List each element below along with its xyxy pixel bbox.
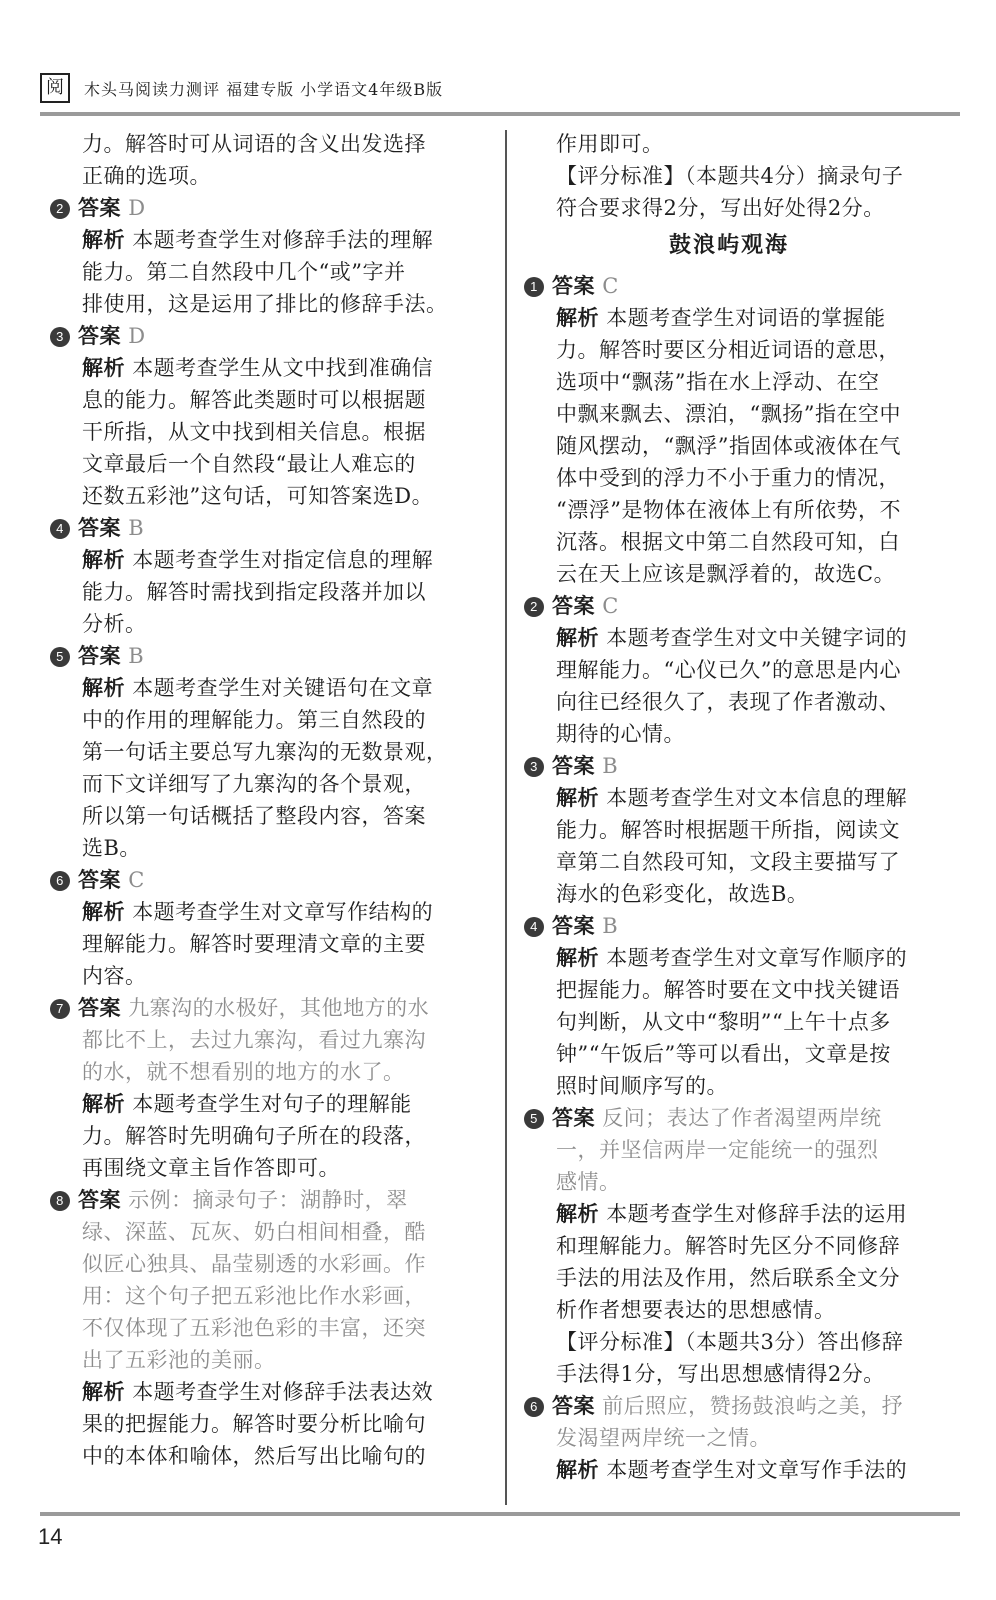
analysis-text: 本题考查学生对关键语句在文章 [132, 676, 434, 700]
answer-label: 答案 [552, 273, 595, 298]
analysis-label: 解析 [82, 355, 125, 380]
text-line: 中的本体和喻体，然后写出比喻句的 [82, 1444, 426, 1468]
book-logo-icon: 阅 [40, 73, 70, 103]
column-divider [505, 130, 507, 1505]
text-line: 章第二自然段可知，文段主要描写了 [556, 850, 900, 874]
text-line: “漂浮”是物体在液体上有所依势，不 [556, 498, 901, 522]
analysis-line [524, 622, 934, 654]
answer-label: 答案 [552, 593, 595, 618]
answer-item-6 [524, 1390, 934, 1422]
analysis-line [524, 942, 934, 974]
analysis-label: 解析 [82, 547, 125, 572]
analysis-line [50, 672, 460, 704]
answer-text-line: 都比不上，去过九寨沟，看过九寨沟 [82, 1028, 426, 1052]
answer-value: C [602, 594, 619, 618]
answer-item-7 [50, 992, 460, 1024]
answer-text-line: 发渴望两岸统一之情。 [556, 1426, 771, 1450]
header-rule [40, 112, 960, 116]
text-line: 中飘来飘去、漂泊，“飘扬”指在空中 [556, 402, 901, 426]
analysis-text: 本题考查学生对指定信息的理解 [132, 548, 434, 572]
answer-label: 答案 [78, 643, 121, 668]
analysis-text: 本题考查学生对文章写作手法的 [606, 1458, 908, 1482]
answer-item-3 [524, 750, 934, 782]
answer-label: 答案 [78, 995, 121, 1020]
scoring-standard: 【评分标准】（本题共3分）答出修辞 [556, 1330, 904, 1354]
text-line: 和理解能力。解答时先区分不同修辞 [556, 1234, 900, 1258]
text-line: 第一句话主要总写九寨沟的无数景观， [82, 740, 448, 764]
header-title: 木头马阅读力测评 福建专版 小学语文4年级B版 [84, 79, 444, 99]
text-line: 排使用，这是运用了排比的修辞手法。 [82, 292, 448, 316]
analysis-line [524, 1454, 934, 1486]
text-line: 分析。 [82, 612, 147, 636]
analysis-label: 解析 [82, 675, 125, 700]
text-line: 作用即可。 [556, 132, 664, 156]
question-number: 3 [524, 757, 544, 777]
analysis-line [50, 224, 460, 256]
text-line: 能力。第二自然段中几个“或”字并 [82, 260, 406, 284]
text-line: 手法得1分，写出思想感情得2分。 [556, 1362, 885, 1386]
answer-label: 答案 [78, 867, 121, 892]
text-line: 体中受到的浮力不小于重力的情况， [556, 466, 900, 490]
analysis-label: 解析 [556, 305, 599, 330]
analysis-text: 本题考查学生对句子的理解能 [132, 1092, 412, 1116]
text-line: 符合要求得2分，写出好处得2分。 [556, 196, 885, 220]
text-line: 云在天上应该是飘浮着的，故选C。 [556, 562, 896, 586]
analysis-label: 解析 [82, 1379, 125, 1404]
question-number: 3 [50, 327, 70, 347]
analysis-label: 解析 [82, 1091, 125, 1116]
analysis-text: 本题考查学生对文章写作结构的 [132, 900, 434, 924]
answer-label: 答案 [78, 515, 121, 540]
answer-value: C [128, 868, 145, 892]
text-line: 海水的色彩变化，故选B。 [556, 882, 809, 906]
text-line: 能力。解答时需找到指定段落并加以 [82, 580, 426, 604]
answer-text-line: 一，并坚信两岸一定能统一的强烈 [556, 1138, 879, 1162]
analysis-text: 本题考查学生对修辞手法的理解 [132, 228, 434, 252]
question-number: 4 [50, 519, 70, 539]
analysis-text: 本题考查学生对文本信息的理解 [606, 786, 908, 810]
analysis-line [524, 1198, 934, 1230]
answer-item-6 [50, 864, 460, 896]
text-line: 理解能力。“心仪已久”的意思是内心 [556, 658, 901, 682]
question-number: 2 [50, 199, 70, 219]
answer-item-1 [524, 270, 934, 302]
analysis-text: 本题考查学生对词语的掌握能 [606, 306, 886, 330]
page-number: 14 [38, 1524, 63, 1549]
text-line: 理解能力。解答时要理清文章的主要 [82, 932, 426, 956]
analysis-text: 本题考查学生对文章写作顺序的 [606, 946, 908, 970]
right-column [524, 128, 934, 1486]
answer-text-line: 不仅体现了五彩池色彩的丰富，还突 [82, 1316, 426, 1340]
text-line: 照时间顺序写的。 [556, 1074, 728, 1098]
analysis-label: 解析 [556, 1457, 599, 1482]
text-line: 析作者想要表达的思想感情。 [556, 1298, 836, 1322]
analysis-line [50, 896, 460, 928]
analysis-line [524, 302, 934, 334]
text-line: 向往已经很久了，表现了作者激动、 [556, 690, 900, 714]
text-line: 内容。 [82, 964, 147, 988]
question-number: 4 [524, 917, 544, 937]
analysis-label: 解析 [82, 227, 125, 252]
text-line: 文章最后一个自然段“最让人难忘的 [82, 452, 416, 476]
text-line: 选项中“飘荡”指在水上浮动、在空 [556, 370, 880, 394]
answer-item-5 [50, 640, 460, 672]
question-number: 2 [524, 597, 544, 617]
text-line: 手法的用法及作用，然后联系全文分 [556, 1266, 900, 1290]
analysis-line [50, 1088, 460, 1120]
left-column [50, 128, 460, 1472]
answer-item-5 [524, 1102, 934, 1134]
analysis-label: 解析 [556, 625, 599, 650]
text-line: 再围绕文章主旨作答即可。 [82, 1156, 340, 1180]
text-line: 果的把握能力。解答时要分析比喻句 [82, 1412, 426, 1436]
answer-item-2 [524, 590, 934, 622]
answer-value: B [128, 644, 145, 668]
analysis-label: 解析 [556, 945, 599, 970]
analysis-text: 本题考查学生对修辞手法表达效 [132, 1380, 434, 1404]
analysis-line [50, 544, 460, 576]
answer-value: B [602, 754, 619, 778]
text-line: 息的能力。解答此类题时可以根据题 [82, 388, 426, 412]
analysis-line [50, 352, 460, 384]
text-line: 还数五彩池”这句话，可知答案选D。 [82, 484, 434, 508]
answer-item-4 [50, 512, 460, 544]
question-number: 8 [50, 1191, 70, 1211]
question-number: 5 [50, 647, 70, 667]
answer-value: D [128, 196, 146, 220]
text-line: 正确的选项。 [82, 164, 211, 188]
answer-label: 答案 [78, 323, 121, 348]
answer-value: B [602, 914, 619, 938]
text-line: 选B。 [82, 836, 141, 860]
analysis-text: 本题考查学生对文中关键字词的 [606, 626, 908, 650]
text-line: 期待的心情。 [556, 722, 685, 746]
text-line: 所以第一句话概括了整段内容，答案 [82, 804, 426, 828]
analysis-line [50, 1376, 460, 1408]
answer-item-3 [50, 320, 460, 352]
analysis-label: 解析 [556, 1201, 599, 1226]
text-line: 中的作用的理解能力。第三自然段的 [82, 708, 426, 732]
answer-label: 答案 [78, 1187, 121, 1212]
answer-value: 九寨沟的水极好，其他地方的水 [128, 996, 430, 1020]
question-number: 5 [524, 1109, 544, 1129]
answer-item-8 [50, 1184, 460, 1216]
analysis-text: 本题考查学生对修辞手法的运用 [606, 1202, 908, 1226]
answer-text-line: 的水，就不想看别的地方的水了。 [82, 1060, 405, 1084]
text-line: 而下文详细写了九寨沟的各个景观， [82, 772, 426, 796]
answer-text-line: 感情。 [556, 1170, 621, 1194]
answer-value: 示例：摘录句子：湖静时，翠 [128, 1188, 408, 1212]
answer-value: C [602, 274, 619, 298]
footer-rule [40, 1512, 960, 1516]
answer-value: D [128, 324, 146, 348]
answer-label: 答案 [552, 1393, 595, 1418]
answer-text-line: 出了五彩池的美丽。 [82, 1348, 276, 1372]
question-number: 1 [524, 277, 544, 297]
analysis-label: 解析 [82, 899, 125, 924]
scoring-standard: 【评分标准】（本题共4分）摘录句子 [556, 164, 904, 188]
question-number: 6 [524, 1397, 544, 1417]
section-title: 鼓浪屿观海 [668, 233, 789, 258]
answer-label: 答案 [552, 913, 595, 938]
answer-item-2 [50, 192, 460, 224]
text-line: 钟”“午饭后”等可以看出，文章是按 [556, 1042, 891, 1066]
text-line: 随风摆动，“飘浮”指固体或液体在气 [556, 434, 901, 458]
answer-text-line: 用：这个句子把五彩池比作水彩画， [82, 1284, 426, 1308]
text-line: 句判断，从文中“黎明”“上午十点多 [556, 1010, 891, 1034]
page-header [40, 70, 960, 106]
answer-label: 答案 [552, 753, 595, 778]
analysis-line [524, 782, 934, 814]
answer-item-4 [524, 910, 934, 942]
analysis-label: 解析 [556, 785, 599, 810]
text-line: 力。解答时要区分相近词语的意思， [556, 338, 900, 362]
answer-text-line: 绿、深蓝、瓦灰、奶白相间相叠，酷 [82, 1220, 426, 1244]
text-line: 能力。解答时根据题干所指，阅读文 [556, 818, 900, 842]
answer-value: B [128, 516, 145, 540]
question-number: 6 [50, 871, 70, 891]
text-line: 干所指，从文中找到相关信息。根据 [82, 420, 426, 444]
text-line: 把握能力。解答时要在文中找关键语 [556, 978, 900, 1002]
text-line: 力。解答时先明确句子所在的段落， [82, 1124, 426, 1148]
answer-label: 答案 [552, 1105, 595, 1130]
answer-value: 反问；表达了作者渴望两岸统 [602, 1106, 882, 1130]
analysis-text: 本题考查学生从文中找到准确信 [132, 356, 434, 380]
answer-label: 答案 [78, 195, 121, 220]
text-line: 力。解答时可从词语的含义出发选择 [82, 132, 426, 156]
answer-text-line: 似匠心独具、晶莹剔透的水彩画。作 [82, 1252, 426, 1276]
answer-value: 前后照应，赞扬鼓浪屿之美，抒 [602, 1394, 904, 1418]
text-line: 沉落。根据文中第二自然段可知，白 [556, 530, 900, 554]
question-number: 7 [50, 999, 70, 1019]
